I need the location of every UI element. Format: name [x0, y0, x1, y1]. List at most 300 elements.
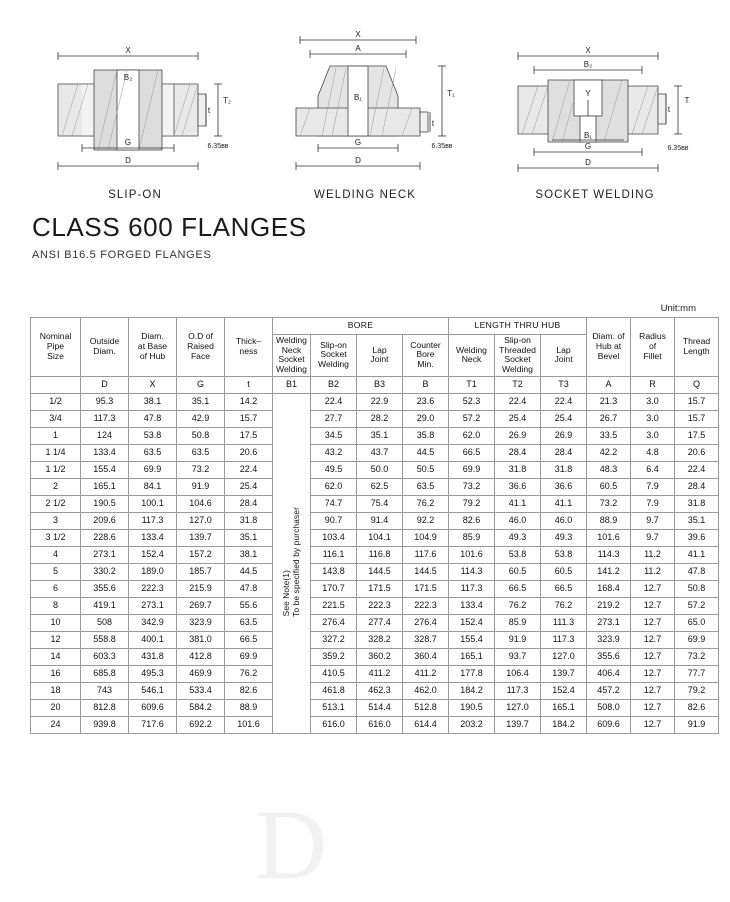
- table-cell: 609.6: [587, 716, 631, 733]
- table-cell: 546.1: [129, 682, 177, 699]
- page-title: CLASS 600 FLANGES: [32, 212, 307, 242]
- table-cell: 63.5: [177, 444, 225, 461]
- diagram-caption-socket-welding: SOCKET WELDING: [535, 189, 655, 201]
- table-cell: 106.4: [495, 665, 541, 682]
- table-cell: 21.3: [587, 393, 631, 410]
- table-cell: 26.7: [587, 410, 631, 427]
- table-cell: 95.3: [81, 393, 129, 410]
- label-635: 6.35вв: [667, 145, 689, 152]
- table-cell: 431.8: [129, 648, 177, 665]
- table-cell: 50.8: [177, 427, 225, 444]
- table-cell: 170.7: [311, 580, 357, 597]
- table-cell: 47.8: [225, 580, 273, 597]
- table-cell: 12.7: [631, 597, 675, 614]
- table-cell: 91.9: [495, 631, 541, 648]
- table-cell: 17.5: [225, 427, 273, 444]
- table-cell: 47.8: [129, 410, 177, 427]
- table-cell: 114.3: [449, 563, 495, 580]
- table-cell: 3.0: [631, 427, 675, 444]
- watermark: D: [255, 789, 328, 900]
- table-cell: 165.1: [81, 478, 129, 495]
- label-y: Y: [585, 89, 591, 98]
- header-outside-diam: Outside Diam.: [81, 318, 129, 377]
- table-row: [31, 716, 719, 733]
- table-cell: 62.0: [311, 478, 357, 495]
- table-cell: 60.5: [587, 478, 631, 495]
- label-635: 6.35вв: [431, 143, 453, 150]
- diagram-slip-on: [22, 8, 248, 200]
- table-cell: 273.1: [129, 597, 177, 614]
- table-row: [31, 597, 719, 614]
- table-cell: 77.7: [675, 665, 719, 682]
- flange-table-wrap: [0, 317, 730, 900]
- table-cell: 26.9: [541, 427, 587, 444]
- table-cell: 23.6: [403, 393, 449, 410]
- label-t: t: [667, 105, 671, 114]
- table-cell: 42.9: [177, 410, 225, 427]
- table-row: [31, 699, 719, 716]
- label-x: X: [125, 46, 131, 55]
- diagram-welding-neck: [252, 8, 478, 200]
- table-cell: 143.8: [311, 563, 357, 580]
- table-cell: 100.1: [129, 495, 177, 512]
- header-lth-lap-joint: Lap Joint: [541, 335, 587, 377]
- table-cell: 273.1: [587, 614, 631, 631]
- label-b1: B₁: [583, 131, 593, 140]
- symbol-t3: T3: [541, 376, 587, 393]
- table-cell: 43.2: [311, 444, 357, 461]
- table-row: [31, 461, 719, 478]
- table-cell: 11.2: [631, 563, 675, 580]
- table-cell: 50.5: [403, 461, 449, 478]
- table-cell: 114.3: [587, 546, 631, 563]
- table-cell: 66.5: [225, 631, 273, 648]
- note-line-1: See Note(1): [282, 570, 292, 617]
- table-cell: 76.2: [541, 597, 587, 614]
- table-cell: 461.8: [311, 682, 357, 699]
- table-cell: 17.5: [675, 427, 719, 444]
- cell-nominal-pipe-size: 24: [31, 716, 81, 733]
- table-cell: 381.0: [177, 631, 225, 648]
- table-cell: 31.8: [675, 495, 719, 512]
- table-row: [31, 631, 719, 648]
- table-cell: 73.2: [675, 648, 719, 665]
- table-cell: 508: [81, 614, 129, 631]
- table-cell: 92.2: [403, 512, 449, 529]
- table-cell: 12.7: [631, 614, 675, 631]
- table-cell: 133.4: [81, 444, 129, 461]
- header-od-raised-face: O.D of Raised Face: [177, 318, 225, 377]
- header-group-length-thru-hub: LENGTH THRU HUB: [449, 318, 587, 335]
- table-cell: 91.4: [357, 512, 403, 529]
- table-cell: 26.9: [495, 427, 541, 444]
- table-cell: 152.4: [449, 614, 495, 631]
- table-cell: 116.1: [311, 546, 357, 563]
- table-cell: 41.1: [541, 495, 587, 512]
- table-cell: 273.1: [81, 546, 129, 563]
- table-cell: 53.8: [541, 546, 587, 563]
- table-cell: 512.8: [403, 699, 449, 716]
- cell-nominal-pipe-size: 8: [31, 597, 81, 614]
- table-cell: 38.1: [225, 546, 273, 563]
- table-cell: 22.4: [311, 393, 357, 410]
- table-cell: 360.2: [357, 648, 403, 665]
- table-cell: 400.1: [129, 631, 177, 648]
- table-cell: 9.7: [631, 512, 675, 529]
- table-cell: 11.2: [631, 546, 675, 563]
- table-cell: 127.0: [495, 699, 541, 716]
- table-cell: 57.2: [675, 597, 719, 614]
- cell-nominal-pipe-size: 1: [31, 427, 81, 444]
- table-cell: 50.8: [675, 580, 719, 597]
- table-cell: 323.9: [587, 631, 631, 648]
- table-cell: 35.1: [177, 393, 225, 410]
- table-cell: 82.6: [675, 699, 719, 716]
- table-cell: 12.7: [631, 716, 675, 733]
- table-cell: 144.5: [403, 563, 449, 580]
- table-cell: 22.4: [675, 461, 719, 478]
- table-cell: 411.2: [403, 665, 449, 682]
- table-cell: 190.5: [81, 495, 129, 512]
- table-cell: 35.1: [675, 512, 719, 529]
- table-cell: 28.4: [675, 478, 719, 495]
- table-head: [31, 318, 719, 394]
- table-cell: 462.0: [403, 682, 449, 699]
- table-cell: 63.5: [129, 444, 177, 461]
- table-cell: 144.5: [357, 563, 403, 580]
- table-cell: 69.9: [129, 461, 177, 478]
- table-cell: 603.3: [81, 648, 129, 665]
- table-cell: 165.1: [541, 699, 587, 716]
- table-cell: 939.8: [81, 716, 129, 733]
- table-cell: 812.8: [81, 699, 129, 716]
- table-row: [31, 393, 719, 410]
- table-cell: 462.3: [357, 682, 403, 699]
- table-cell: 168.4: [587, 580, 631, 597]
- cell-nominal-pipe-size: 14: [31, 648, 81, 665]
- table-cell: 117.3: [449, 580, 495, 597]
- table-cell: 189.0: [129, 563, 177, 580]
- table-row: [31, 648, 719, 665]
- table-cell: 36.6: [541, 478, 587, 495]
- table-cell: 15.7: [225, 410, 273, 427]
- table-cell: 203.2: [449, 716, 495, 733]
- table-cell: 355.6: [587, 648, 631, 665]
- table-cell: 66.5: [541, 580, 587, 597]
- label-d: D: [125, 156, 131, 165]
- table-cell: 20.6: [225, 444, 273, 461]
- header-diam-at-base-of-hub: Diam. at Base of Hub: [129, 318, 177, 377]
- cell-nominal-pipe-size: 1 1/4: [31, 444, 81, 461]
- table-cell: 34.5: [311, 427, 357, 444]
- table-cell: 73.2: [177, 461, 225, 478]
- table-cell: 12.7: [631, 682, 675, 699]
- cell-nominal-pipe-size: 16: [31, 665, 81, 682]
- table-cell: 133.4: [449, 597, 495, 614]
- table-cell: 55.6: [225, 597, 273, 614]
- table-cell: 103.4: [311, 529, 357, 546]
- table-cell: 31.8: [541, 461, 587, 478]
- symbol-r: R: [631, 376, 675, 393]
- table-cell: 22.4: [225, 461, 273, 478]
- table-cell: 165.1: [449, 648, 495, 665]
- table-cell: 4.8: [631, 444, 675, 461]
- table-row: [31, 529, 719, 546]
- header-bore-welding-neck-socket-welding: Welding Neck Socket Welding: [273, 335, 311, 377]
- cell-nominal-pipe-size: 3/4: [31, 410, 81, 427]
- note-line-2: To be specified by purchaser: [291, 506, 301, 617]
- header-group-bore: BORE: [273, 318, 449, 335]
- cell-nominal-pipe-size: 2: [31, 478, 81, 495]
- table-cell: 616.0: [357, 716, 403, 733]
- table-cell: 31.8: [225, 512, 273, 529]
- symbol-row: [31, 376, 719, 393]
- table-cell: 277.4: [357, 614, 403, 631]
- table-cell: 22.4: [541, 393, 587, 410]
- table-cell: 360.4: [403, 648, 449, 665]
- table-cell: 33.5: [587, 427, 631, 444]
- unit-label: Unit:mm: [660, 303, 696, 314]
- cell-nominal-pipe-size: 1/2: [31, 393, 81, 410]
- header-bore-lap-joint: Lap Joint: [357, 335, 403, 377]
- diagram-caption-welding-neck: WELDING NECK: [313, 189, 417, 201]
- table-cell: 93.7: [495, 648, 541, 665]
- table-cell: 65.0: [675, 614, 719, 631]
- table-cell: 171.5: [357, 580, 403, 597]
- table-cell: 53.8: [495, 546, 541, 563]
- table-cell: 221.5: [311, 597, 357, 614]
- table-cell: 127.0: [541, 648, 587, 665]
- table-cell: 411.2: [357, 665, 403, 682]
- header-radius-of-fillet: Radius of Fillet: [631, 318, 675, 377]
- table-cell: 66.5: [495, 580, 541, 597]
- table-cell: 75.4: [357, 495, 403, 512]
- table-cell: 276.4: [403, 614, 449, 631]
- table-cell: 139.7: [541, 665, 587, 682]
- table-cell: 49.3: [541, 529, 587, 546]
- label-t: t: [207, 106, 211, 115]
- table-row: [31, 682, 719, 699]
- label-t: t: [431, 119, 435, 128]
- table-cell: 12.7: [631, 648, 675, 665]
- symbol-t: t: [225, 376, 273, 393]
- table-cell: 48.3: [587, 461, 631, 478]
- table-cell: 276.4: [311, 614, 357, 631]
- label-x: X: [585, 46, 591, 55]
- table-cell: 25.4: [541, 410, 587, 427]
- table-cell: 406.4: [587, 665, 631, 682]
- table-cell: 558.8: [81, 631, 129, 648]
- table-row: [31, 427, 719, 444]
- table-cell: 82.6: [225, 682, 273, 699]
- page-subtitle: ANSI B16.5 FORGED FLANGES: [32, 249, 212, 261]
- table-cell: 27.7: [311, 410, 357, 427]
- table-cell: 73.2: [587, 495, 631, 512]
- table-cell: 184.2: [449, 682, 495, 699]
- table-cell: 79.2: [675, 682, 719, 699]
- table-cell: 57.2: [449, 410, 495, 427]
- table-cell: 50.0: [357, 461, 403, 478]
- label-x: X: [355, 30, 361, 39]
- label-g: G: [354, 138, 362, 147]
- table-cell: 355.6: [81, 580, 129, 597]
- table-cell: 88.9: [587, 512, 631, 529]
- table-cell: 495.3: [129, 665, 177, 682]
- cell-nominal-pipe-size: 4: [31, 546, 81, 563]
- note-cell-see-note: [273, 393, 311, 733]
- table-cell: 717.6: [129, 716, 177, 733]
- table-cell: 117.6: [403, 546, 449, 563]
- table-cell: 62.5: [357, 478, 403, 495]
- table-cell: 327.2: [311, 631, 357, 648]
- table-cell: 141.2: [587, 563, 631, 580]
- table-cell: 157.2: [177, 546, 225, 563]
- table-cell: 91.9: [675, 716, 719, 733]
- table-cell: 155.4: [81, 461, 129, 478]
- table-cell: 328.2: [357, 631, 403, 648]
- header-counter-bore-min: Counter Bore Min.: [403, 335, 449, 377]
- table-cell: 85.9: [449, 529, 495, 546]
- label-a: A: [355, 44, 361, 53]
- table-cell: 73.2: [449, 478, 495, 495]
- table-cell: 3.0: [631, 393, 675, 410]
- table-cell: 6.4: [631, 461, 675, 478]
- table-cell: 412.8: [177, 648, 225, 665]
- table-cell: 323.9: [177, 614, 225, 631]
- table-cell: 609.6: [129, 699, 177, 716]
- table-cell: 139.7: [177, 529, 225, 546]
- table-cell: 66.5: [449, 444, 495, 461]
- table-cell: 190.5: [449, 699, 495, 716]
- table-cell: 69.9: [225, 648, 273, 665]
- table-cell: 90.7: [311, 512, 357, 529]
- cell-nominal-pipe-size: 1 1/2: [31, 461, 81, 478]
- table-cell: 76.2: [225, 665, 273, 682]
- table-cell: 209.6: [81, 512, 129, 529]
- table-cell: 513.1: [311, 699, 357, 716]
- table-cell: 49.5: [311, 461, 357, 478]
- symbol-q: Q: [675, 376, 719, 393]
- slip-on-drawing: [22, 8, 248, 183]
- table-cell: 133.4: [129, 529, 177, 546]
- table-cell: 28.2: [357, 410, 403, 427]
- table-cell: 215.9: [177, 580, 225, 597]
- label-g: G: [124, 138, 132, 147]
- table-cell: 35.1: [357, 427, 403, 444]
- table-cell: 14.2: [225, 393, 273, 410]
- table-cell: 222.3: [129, 580, 177, 597]
- table-cell: 139.7: [495, 716, 541, 733]
- title-block: [0, 200, 730, 261]
- table-cell: 44.5: [403, 444, 449, 461]
- table-cell: 44.5: [225, 563, 273, 580]
- table-cell: 508.0: [587, 699, 631, 716]
- table-cell: 12.7: [631, 631, 675, 648]
- table-cell: 49.3: [495, 529, 541, 546]
- table-cell: 41.1: [495, 495, 541, 512]
- table-cell: 469.9: [177, 665, 225, 682]
- group-header-row: [31, 318, 719, 335]
- cell-nominal-pipe-size: 5: [31, 563, 81, 580]
- table-cell: 53.8: [129, 427, 177, 444]
- table-cell: 116.8: [357, 546, 403, 563]
- table-cell: 43.7: [357, 444, 403, 461]
- table-row: [31, 495, 719, 512]
- cell-nominal-pipe-size: 20: [31, 699, 81, 716]
- table-cell: 514.4: [357, 699, 403, 716]
- table-cell: 46.0: [495, 512, 541, 529]
- table-cell: 7.9: [631, 478, 675, 495]
- table-cell: 82.6: [449, 512, 495, 529]
- flange-table: [30, 317, 719, 734]
- table-cell: 104.1: [357, 529, 403, 546]
- diagram-socket-welding: [482, 8, 708, 200]
- table-row: [31, 410, 719, 427]
- table-cell: 614.4: [403, 716, 449, 733]
- table-cell: 685.8: [81, 665, 129, 682]
- table-cell: 104.9: [403, 529, 449, 546]
- symbol-b1: B1: [273, 376, 311, 393]
- table-cell: 3.0: [631, 410, 675, 427]
- label-b2: B₂: [123, 73, 133, 82]
- table-row: [31, 580, 719, 597]
- table-cell: 46.0: [541, 512, 587, 529]
- table-cell: 22.4: [495, 393, 541, 410]
- table-cell: 330.2: [81, 563, 129, 580]
- label-g: G: [584, 142, 592, 151]
- table-cell: 269.7: [177, 597, 225, 614]
- table-cell: 184.2: [541, 716, 587, 733]
- table-cell: 88.9: [225, 699, 273, 716]
- cell-nominal-pipe-size: 3: [31, 512, 81, 529]
- symbol-d: D: [81, 376, 129, 393]
- diagram-row: [0, 0, 730, 200]
- symbol-t2: T2: [495, 376, 541, 393]
- table-cell: 171.5: [403, 580, 449, 597]
- header-diam-hub-at-bevel: Diam. of Hub at Bevel: [587, 318, 631, 377]
- table-cell: 152.4: [541, 682, 587, 699]
- table-cell: 111.3: [541, 614, 587, 631]
- table-cell: 62.0: [449, 427, 495, 444]
- label-t1: T₁: [447, 89, 455, 98]
- table-cell: 584.2: [177, 699, 225, 716]
- cell-nominal-pipe-size: 12: [31, 631, 81, 648]
- diagram-caption-slip-on: SLIP-ON: [108, 189, 162, 201]
- table-cell: 36.6: [495, 478, 541, 495]
- table-cell: 127.0: [177, 512, 225, 529]
- table-cell: 419.1: [81, 597, 129, 614]
- table-cell: 117.3: [129, 512, 177, 529]
- table-cell: 60.5: [541, 563, 587, 580]
- table-row: [31, 665, 719, 682]
- label-t2: T₂: [223, 96, 231, 105]
- cell-nominal-pipe-size: 10: [31, 614, 81, 631]
- table-body: [31, 393, 719, 733]
- table-cell: 410.5: [311, 665, 357, 682]
- table-cell: 79.2: [449, 495, 495, 512]
- symbol-x: X: [129, 376, 177, 393]
- table-cell: 41.1: [675, 546, 719, 563]
- table-cell: 25.4: [495, 410, 541, 427]
- symbol-b3: B3: [357, 376, 403, 393]
- table-cell: 22.9: [357, 393, 403, 410]
- table-cell: 74.7: [311, 495, 357, 512]
- table-cell: 7.9: [631, 495, 675, 512]
- cell-nominal-pipe-size: 3 1/2: [31, 529, 81, 546]
- table-cell: 359.2: [311, 648, 357, 665]
- header-lth-welding-neck: Welding Neck: [449, 335, 495, 377]
- table-cell: 76.2: [495, 597, 541, 614]
